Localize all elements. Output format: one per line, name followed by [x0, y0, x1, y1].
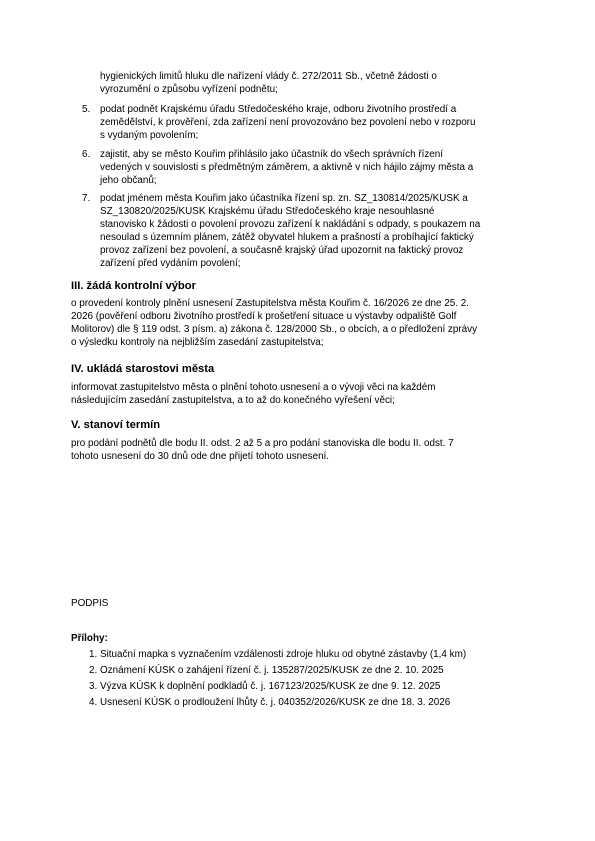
text-line: jeho občanů;: [100, 175, 157, 186]
text-line: informovat zastupitelstvo města o plnění tohoto usnesení a o vývoji věci na každém: [71, 382, 436, 393]
text-line: o výsledku kontroly na nejbližším zasedání zastupitelstva;: [71, 337, 324, 348]
text-line: podat jménem města Kouřim jako účastníka řízení sp. zn. SZ_130814/2025/KUSK a: [100, 193, 468, 204]
section-text-v: [71, 437, 531, 463]
section-heading-v: V. stanoví termín: [71, 419, 161, 431]
text-line: 2026 (pověření odboru životního prostředí k prošetření situace u výstavby odpaliště Golf: [71, 311, 457, 322]
section-heading-iv: IV. ukládá starostovi města: [71, 363, 215, 375]
attachment-text: Oznámení KÚSK o zahájení řízení č. j. 135287/2025/KUSK ze dne 2. 10. 2025: [100, 665, 444, 676]
attachment-number: 2.: [89, 665, 98, 676]
text-line: nesoulad s územním plánem, zátěž obyvatel hlukem a prašností a probíhající faktický: [100, 232, 474, 243]
text-line: SZ_130820/2025/KUSK Krajskému úřadu Středočeského kraje nesouhlasné: [100, 206, 435, 217]
text-line: hygienických limitů hluku dle nařízení vlády č. 272/2011 Sb., včetně žádosti o: [100, 71, 437, 82]
list-item-text: [100, 103, 530, 142]
section-text-iv: [71, 381, 531, 407]
attachment-number: 4.: [89, 697, 98, 708]
list-item-text: [100, 192, 530, 270]
list-item-text: [100, 148, 530, 187]
text-line: následujícím zasedání zastupitelstva, a to až do konečného vyřešení věci;: [71, 395, 395, 406]
attachment-text: Situační mapka s vyznačením vzdálenosti zdroje hluku od obytné zástavby (1,4 km): [100, 649, 467, 660]
text-line: zajistit, aby se město Kouřim přihlásilo jako účastník do všech správních řízení: [100, 149, 444, 160]
text-line: zemědělství, k prověření, zda zařízení není provozováno bez povolení nebo v rozporu: [100, 117, 476, 128]
text-line: pro podání podnětů dle bodu II. odst. 2 až 5 a pro podání stanoviska dle bodu II. odst. 7: [71, 438, 454, 449]
text-line: zařízení před vydáním povolení;: [100, 258, 241, 269]
list-item-number: 5.: [82, 104, 91, 115]
text-line: vedených v souvislosti s předmětným záměrem, a aktivně v nich hájilo zájmy města a: [100, 162, 474, 173]
text-line: stanovisko k žádosti o povolení provozu zařízení k nakládání s odpady, s poukazem na: [100, 219, 481, 230]
attachment-number: 3.: [89, 681, 98, 692]
text-line: tohoto usnesení do 30 dnů ode dne přijetí tohoto usnesení.: [71, 451, 330, 462]
list-item-number: 6.: [82, 149, 91, 160]
text-line: provoz zařízení bez povolení, a současně krajský úřad upozornit na faktický provoz: [100, 245, 464, 256]
text-line: s vydaným povolením;: [100, 130, 199, 141]
list-item-continuation: [100, 70, 530, 96]
attachment-number: 1.: [89, 649, 98, 660]
section-text-iii: [71, 297, 531, 349]
text-line: Molitorov) dle § 119 odst. 3 písm. a) zákona č. 128/2000 Sb., o obcích, a o předložení zprávy: [71, 324, 478, 335]
text-line: podat podnět Krajskému úřadu Středočeského kraje, odboru životního prostředí a: [100, 104, 457, 115]
list-item-number: 7.: [82, 193, 91, 204]
signature-placeholder: PODPIS: [71, 598, 109, 609]
text-line: vyrozumění o způsobu vyřízení podnětu;: [100, 84, 278, 95]
section-heading-iii: III. žádá kontrolní výbor: [71, 280, 196, 292]
attachments-title: Přílohy:: [71, 633, 108, 644]
text-line: o provedení kontroly plnění usnesení Zastupitelstva města Kouřim č. 16/2026 ze dne 25. 2.: [71, 298, 469, 309]
attachment-text: Výzva KÚSK k doplnění podkladů č. j. 167123/2025/KUSK ze dne 9. 12. 2025: [100, 681, 441, 692]
attachment-text: Usnesení KÚSK o prodloužení lhůty č. j. 040352/2026/KUSK ze dne 18. 3. 2026: [100, 697, 451, 708]
